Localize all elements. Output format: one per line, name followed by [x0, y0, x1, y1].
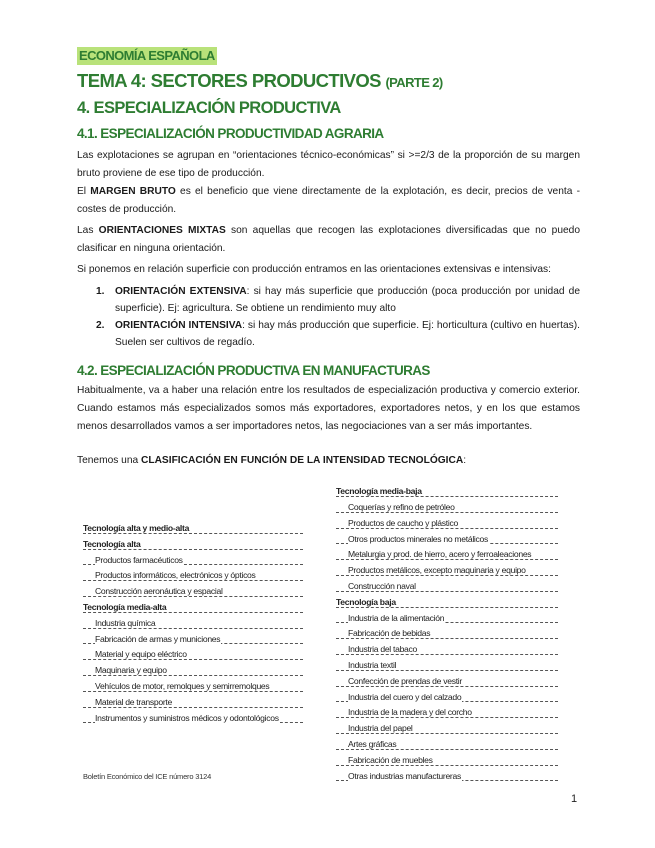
- leader-line: [336, 496, 558, 497]
- table-source: Boletín Económico del ICE número 3124: [83, 772, 212, 781]
- table-row: [336, 737, 558, 753]
- table-row: [336, 611, 558, 627]
- text-run: son aquellas que recogen las explotaciones diversificadas que no puedo clasificar en ninguna orientación.: [77, 225, 580, 254]
- industry-label: Industria de la madera y del corcho: [348, 707, 472, 718]
- bold-term: ORIENTACIÓN EXTENSIVA: [115, 286, 247, 297]
- table-row: [336, 516, 558, 532]
- table-row: [336, 721, 558, 737]
- leader-line: [83, 675, 303, 676]
- text-run: : si hay más producción que superficie. Ej: horticultura (cultivo en huertas). Suelen ser cultivos de regadío.: [115, 320, 580, 348]
- subsection-heading-4-2: 4.2. ESPECIALIZACIÓN PRODUCTIVA EN MANUFACTURAS: [77, 363, 430, 378]
- tema-suffix: (PARTE 2): [385, 75, 443, 90]
- page-title: [77, 70, 443, 94]
- industry-label: Instrumentos y suministros médicos y odontológicos: [95, 712, 279, 723]
- paragraph-orientaciones: Las explotaciones se agrupan en “orientaciones técnico-económicas” si >=2/3 de la proporción de su margen bruto proviene de ese tipo de producción.: [77, 150, 580, 179]
- table-row: [83, 711, 303, 727]
- text-run: :: [463, 455, 467, 466]
- industry-label: Productos de caucho y plástico: [348, 517, 458, 528]
- paragraph-clasificacion: [77, 452, 580, 470]
- table-row: [336, 532, 558, 548]
- text-run: El: [77, 186, 91, 197]
- table-row: [83, 663, 303, 679]
- industry-label: Productos informáticos, electrónicos y ópticos: [95, 570, 256, 581]
- table-category-row: [83, 537, 303, 553]
- industry-label: Industria del tabaco: [348, 644, 418, 655]
- leader-line: [336, 638, 558, 639]
- leader-line: [336, 575, 558, 576]
- industry-label: Productos metálicos, excepto maquinaria y equipo: [348, 565, 526, 576]
- table-row: [83, 584, 303, 600]
- industry-label: Fabricación de muebles: [348, 754, 433, 765]
- paragraph-comercio-exterior: Habitualmente, va a haber una relación entre los resultados de especialización productiva y comercio exterior. Cuando estamos más especializados somos más exportadores, exportadores netos, y en los que estamos menos desarrollados vamos a ser importadores netos, las negociaciones van a ser más importantes.: [77, 385, 580, 432]
- leader-line: [336, 733, 558, 734]
- table-row: [336, 500, 558, 516]
- list-number: 1.: [96, 286, 105, 297]
- industry-label: Maquinaria y equipo: [95, 665, 167, 676]
- bold-term: ORIENTACIONES MIXTAS: [98, 225, 226, 236]
- industry-label: Industria textil: [348, 659, 397, 670]
- subject-label: ECONOMÍA ESPAÑOLA: [79, 48, 215, 63]
- table-row: [83, 616, 303, 632]
- text-run: Las: [77, 225, 99, 236]
- industry-label: Construcción naval: [348, 580, 416, 591]
- table-row: [336, 753, 558, 769]
- leader-line: [83, 596, 303, 597]
- section-heading: 4. ESPECIALIZACIÓN PRODUCTIVA: [77, 99, 341, 117]
- leader-line: [83, 580, 303, 581]
- list-item: [96, 283, 580, 317]
- leader-line: [336, 559, 558, 560]
- paragraph-superficie: Si ponemos en relación superficie con producción entramos en las orientaciones extensivas e intensivas:: [77, 264, 551, 275]
- text-run: es el beneficio que viene directamente de la explotación, es decir, precios de venta - costes de producción.: [77, 186, 580, 215]
- numbered-list-item: [96, 317, 580, 351]
- bold-term: CLASIFICACIÓN EN FUNCIÓN DE LA INTENSIDAD TECNOLÓGICA: [141, 455, 464, 466]
- industry-label: Metalurgia y prod. de hierro, acero y ferroaleaciones: [348, 549, 532, 560]
- category-label: Tecnología alta y medio-alta: [83, 523, 190, 533]
- numbered-list-item: [96, 283, 580, 317]
- table-row: [336, 547, 558, 563]
- category-label: Tecnología media-alta: [83, 601, 167, 612]
- table-category-row: [83, 521, 303, 537]
- list-number: 2.: [96, 320, 105, 331]
- table-row: [336, 579, 558, 595]
- bold-term: MARGEN BRUTO: [90, 186, 176, 197]
- table-row: [83, 647, 303, 663]
- category-label: Tecnología media-baja: [336, 486, 422, 496]
- leader-line: [336, 654, 558, 655]
- table-category-row: [336, 482, 558, 500]
- table-category-row: [336, 595, 558, 611]
- table-row: [83, 553, 303, 569]
- table-row: [336, 563, 558, 579]
- industry-label: Vehículos de motor, remolques y semirremolques: [95, 680, 270, 691]
- industry-label: Construcción aeronáutica y espacial: [95, 586, 223, 597]
- industry-label: Industria del papel: [348, 723, 413, 734]
- table-row: [336, 642, 558, 658]
- industry-label: Fabricación de armas y municiones: [95, 633, 221, 644]
- technology-table-left: [83, 521, 303, 726]
- table-row: [336, 705, 558, 721]
- industry-label: Industria química: [95, 617, 156, 628]
- industry-label: Industria del cuero y del calzado: [348, 691, 462, 702]
- table-row: [83, 695, 303, 711]
- industry-label: Confección de prendas de vestir: [348, 675, 462, 686]
- industry-label: Productos farmacéuticos: [95, 554, 183, 565]
- industry-label: Otras industrias manufactureras: [348, 770, 461, 781]
- industry-label: Industria de la alimentación: [348, 612, 445, 623]
- text-run: Tenemos una: [77, 455, 141, 466]
- table-row: [336, 690, 558, 706]
- page-number: 1: [571, 793, 578, 805]
- category-label: Tecnología baja: [336, 596, 396, 607]
- table-row: [83, 679, 303, 695]
- table-row: [336, 626, 558, 642]
- leader-line: [83, 659, 303, 660]
- industry-label: Coquerías y refino de petróleo: [348, 502, 455, 512]
- table-row: [83, 568, 303, 584]
- table-row: [83, 632, 303, 648]
- bold-term: ORIENTACIÓN INTENSIVA: [115, 320, 243, 331]
- subsection-heading-4-1: 4.1. ESPECIALIZACIÓN PRODUCTIVIDAD AGRARIA: [77, 126, 384, 141]
- table-row: [336, 769, 558, 785]
- table-row: [336, 658, 558, 674]
- industry-label: Fabricación de bebidas: [348, 628, 431, 639]
- tema-title: TEMA 4: SECTORES PRODUCTIVOS: [77, 70, 381, 91]
- paragraph-orientaciones-mixtas: [77, 222, 580, 258]
- table-category-row: [83, 600, 303, 616]
- leader-line: [336, 717, 558, 718]
- list-item: [96, 317, 580, 351]
- industry-label: Material de transporte: [95, 696, 172, 707]
- category-label: Tecnología alta: [83, 538, 141, 549]
- industry-label: Material y equipo eléctrico: [95, 649, 187, 660]
- industry-label: Otros productos minerales no metálicos: [348, 533, 489, 544]
- paragraph-margen-bruto: [77, 183, 580, 219]
- technology-table-right: [336, 482, 558, 784]
- text-run: : si hay más superficie que producción (poca producción por unidad de superficie). Ej: agricultura. Se obtiene un rendimiento muy alto: [115, 286, 580, 314]
- industry-label: Artes gráficas: [348, 738, 397, 749]
- table-row: [336, 674, 558, 690]
